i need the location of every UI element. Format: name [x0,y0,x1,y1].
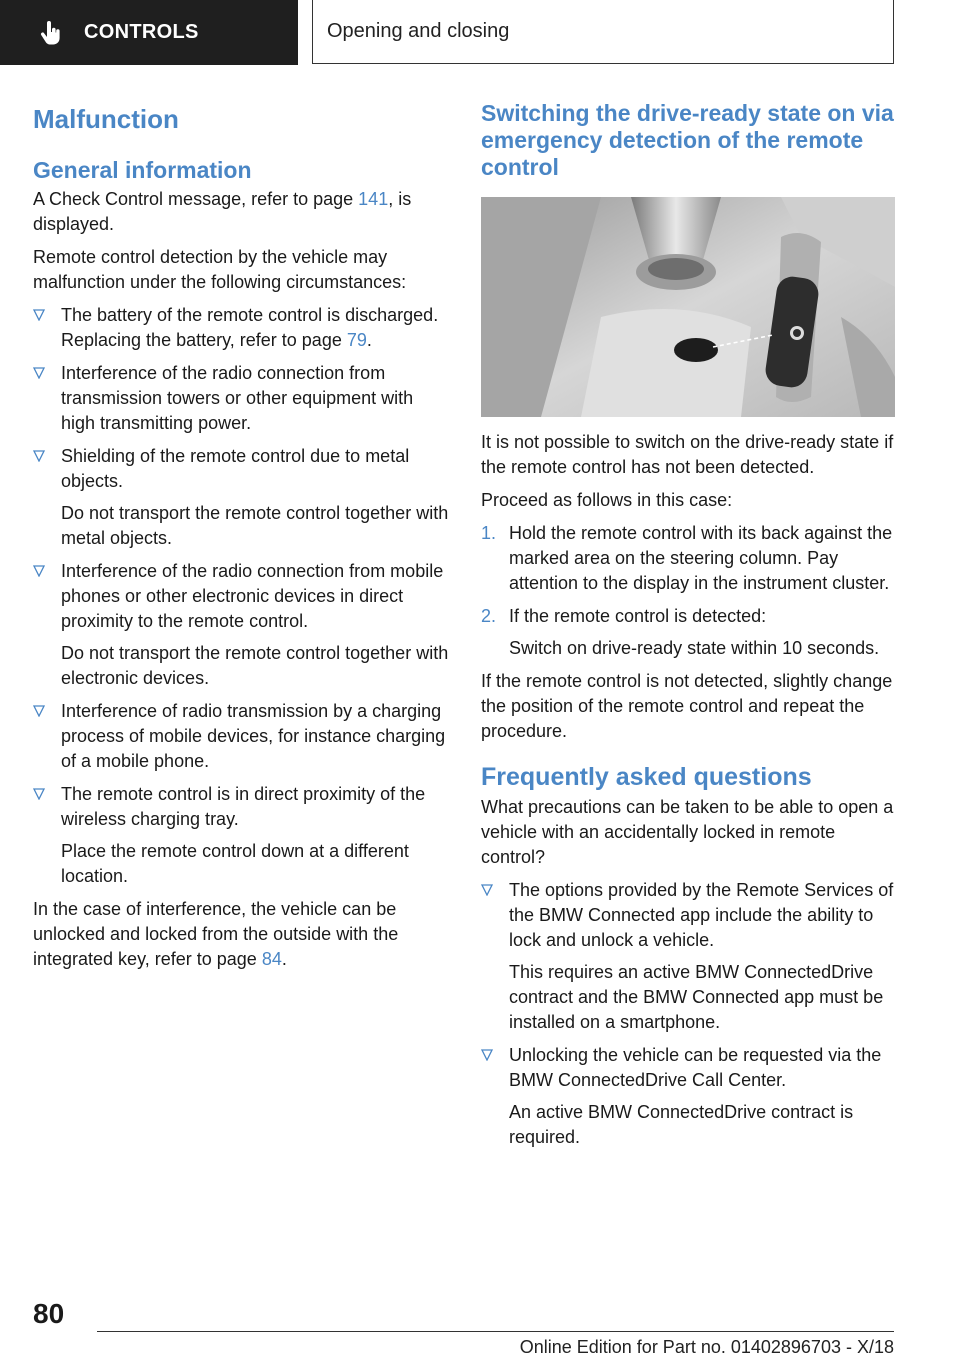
text-span: A Check Control message, refer to page [33,189,359,209]
list-item-note: Place the remote control down at a different location. [61,841,409,886]
list-item-text: Shielding of the remote control due to metal objects. [61,446,410,491]
section-heading-malfunction: Malfunction [33,104,179,134]
paragraph-faq-question: What precautions can be taken to be able to open a vehicle with an accidentally locked in remote control? [481,797,894,867]
subheading-general-information: General information [33,157,252,183]
triangle-bullet-icon [33,309,45,321]
list-item [33,444,449,551]
section-tab[interactable] [0,0,298,65]
triangle-bullet-icon [33,788,45,800]
list-item-text: The options provided by the Remote Services of the BMW Connected app include the ability to lock and unlock a vehicle. [509,880,894,950]
paragraph-check-control [33,187,449,237]
chapter-title: Opening and closing [327,20,510,42]
triangle-bullet-icon [481,1049,493,1061]
paragraph-not-possible: It is not possible to switch on the drive-ready state if the remote control has not been detected. [481,432,894,477]
list-item-note: An active BMW ConnectedDrive contract is required. [509,1102,854,1147]
faq-answer-list [481,878,897,1150]
right-column [481,100,897,1150]
chapter-header [312,0,894,64]
list-item [481,878,897,1035]
page-link-141[interactable]: 141 [358,189,389,209]
list-item-text: If the remote control is detected: [509,606,767,626]
steering-column-remote-photo [481,197,895,417]
text-span: , is displayed. [33,189,412,234]
section-label: CONTROLS [84,21,199,43]
paragraph-proceed: Proceed as follows in this case: [481,490,733,510]
list-item [33,361,449,436]
steps-list [481,521,897,661]
list-item-text: The remote control is in direct proximity of the wireless charging tray. [61,784,426,829]
list-item-text: Interference of radio transmission by a charging process of mobile devices, for instance charging of a mobile phone. [61,701,446,771]
left-column [33,100,449,972]
paragraph-integrated-key [33,897,449,972]
text-span: In the case of interference, the vehicle can be unlocked and locked from the outside with the integrated key, refer to page [33,899,399,969]
section-heading-faq: Frequently asked questions [481,763,812,791]
list-item [481,604,897,661]
subheading-emergency-detection: Switching the drive-ready state on via emergency detection of the remote control [481,100,894,180]
hand-pointer-icon [40,20,66,46]
step-number: 2. [481,606,497,626]
list-item [33,303,449,353]
list-item-text: . [366,330,372,350]
page-link-84[interactable]: 84 [261,949,282,969]
footer-divider [97,1331,894,1332]
edition-note: Online Edition for Part no. 01402896703 - X/18 [519,1337,894,1357]
list-item-text: Interference of the radio connection from transmission towers or other equipment with high transmitting power. [61,363,414,433]
page-number: 80 [33,1298,65,1329]
paragraph-not-detected: If the remote control is not detected, slightly change the position of the remote control and repeat the procedure. [481,671,893,741]
list-item [33,782,449,889]
step-number: 1. [481,523,497,543]
triangle-bullet-icon [33,450,45,462]
list-item-note: Switch on drive-ready state within 10 seconds. [509,638,880,658]
list-item [33,559,449,691]
list-item-text: The battery of the remote control is discharged. Replacing the battery, refer to page [61,305,439,350]
triangle-bullet-icon [33,367,45,379]
text-span: . [281,949,287,969]
list-item-text: Unlocking the vehicle can be requested via the BMW ConnectedDrive Call Center. [509,1045,882,1090]
list-item-note: Do not transport the remote control together with metal objects. [61,503,449,548]
list-item-text: Interference of the radio connection from mobile phones or other electronic devices in direct proximity to the remote control. [61,561,444,631]
list-item [481,1043,897,1150]
triangle-bullet-icon [481,884,493,896]
list-item-note: Do not transport the remote control together with electronic devices. [61,643,449,688]
list-item-text: Hold the remote control with its back against the marked area on the steering column. Pay attention to the display in the instrument cluster. [509,523,893,593]
triangle-bullet-icon [33,565,45,577]
list-item [33,699,449,774]
page-link-79[interactable]: 79 [346,330,367,350]
paragraph-detection-malfunction: Remote control detection by the vehicle may malfunction under the following circumstances: [33,247,407,292]
triangle-bullet-icon [33,705,45,717]
list-item [481,521,897,596]
list-item-note: This requires an active BMW ConnectedDrive contract and the BMW Connected app must be installed on a smartphone. [509,962,884,1032]
circumstances-list [33,303,449,889]
